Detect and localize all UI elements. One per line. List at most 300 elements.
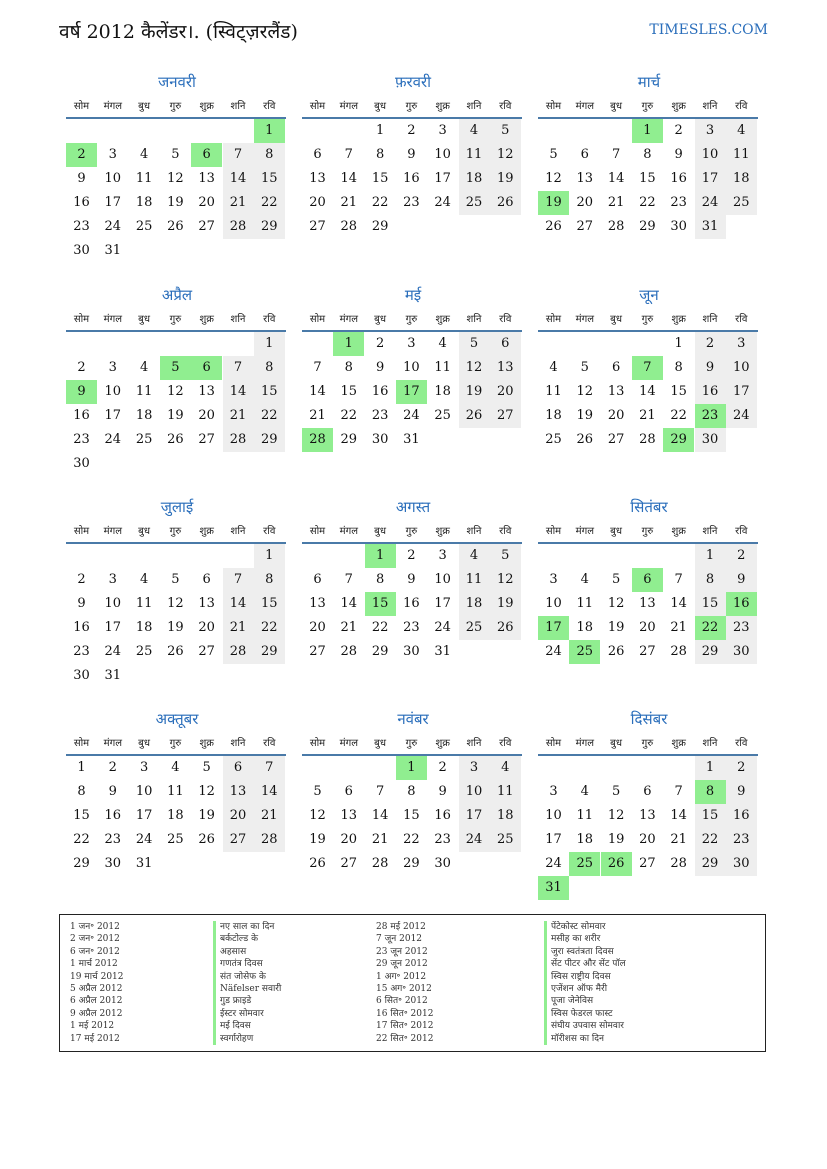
holiday-day-cell: 23 [695,404,726,428]
weekday-label: गुरु [641,314,654,325]
day-cell: 21 [254,804,285,828]
day-cell: 11 [576,808,594,823]
day-cell: 1 [254,332,285,356]
weekday-label: शुक्र [435,526,450,537]
month-title: फ़रवरी [394,73,432,91]
holiday-date: 1 मार्च 2012 [70,959,118,970]
day-cell: 4 [171,760,180,775]
holiday-day-cell: 25 [569,640,600,664]
holiday-name: मसीह का शरीर [544,933,626,945]
holiday-day-cell: 1 [254,119,285,143]
day-cell: 20 [198,195,215,210]
holiday-day-cell: 17 [396,380,427,404]
weekday-label: बुध [138,738,151,749]
day-cell: 6 [643,784,652,799]
day-cell: 27 [340,856,358,871]
day-cell: 3 [108,147,117,162]
holiday-date: 9 अप्रैल 2012 [70,1008,123,1019]
day-cell: 21 [223,404,254,428]
day-cell: 14 [309,384,326,399]
day-cell: 16 [73,620,90,635]
day-cell: 13 [340,808,358,823]
holiday-day-cell: 22 [695,616,726,640]
day-cell: 23 [670,195,687,210]
day-cell: 7 [344,572,353,587]
holiday-name: स्विस राष्ट्रीय दिवस [544,971,626,983]
day-cell: 19 [198,808,215,823]
day-cell: 26 [607,644,625,659]
day-cell: 17 [104,408,122,423]
day-cell: 22 [403,832,420,847]
day-cell: 28 [223,215,254,239]
day-cell: 4 [459,544,490,568]
weekday-label: गुरु [169,738,182,749]
weekday-label: शनि [702,526,718,537]
day-cell: 11 [167,784,184,799]
day-cell: 24 [726,404,757,428]
day-cell: 12 [576,384,594,399]
day-cell: 30 [403,644,420,659]
weekday-label: मंगल [575,738,594,749]
day-cell: 3 [549,784,558,799]
weekday-label: शनि [466,314,482,325]
weekday-label: सोम [309,101,326,112]
holiday-date: 19 मार्च 2012 [70,971,124,982]
holiday-name: संघीय उपवास सोमवार [544,1020,626,1032]
day-cell: 30 [73,456,90,471]
weekday-label: शनि [466,526,482,537]
day-cell: 3 [407,336,416,351]
day-cell: 26 [490,191,521,215]
day-cell: 14 [223,592,254,616]
weekday-label: सोम [73,526,90,537]
day-cell: 23 [403,620,420,635]
holiday-name: स्वर्गारोहण [213,1033,281,1045]
holiday-date: 29 जून 2012 [376,959,428,970]
day-cell: 18 [135,408,153,423]
day-cell: 7 [375,784,385,799]
holiday-date: 15 अग॰ 2012 [376,984,432,995]
day-cell: 19 [309,832,326,847]
holiday-day-cell: 1 [333,332,364,356]
day-cell: 29 [340,432,358,447]
day-cell: 25 [490,828,521,852]
holiday-date: 6 अप्रैल 2012 [70,996,123,1007]
weekday-label: बुध [610,738,623,749]
day-cell: 16 [434,808,451,823]
day-cell: 11 [135,596,153,611]
day-cell: 22 [254,404,285,428]
weekday-label: बुध [610,101,623,112]
weekday-header [538,735,760,753]
day-cell: 27 [223,828,254,852]
day-cell: 17 [434,596,451,611]
day-cell: 15 [371,171,389,186]
holiday-day-cell: 28 [302,428,333,452]
month-title: नवंबर [397,710,429,728]
day-cell: 4 [139,360,149,375]
day-cell: 27 [309,219,326,234]
weekday-label: शुक्र [435,101,450,112]
holiday-day-cell: 16 [726,592,757,616]
day-cell: 8 [407,784,416,799]
day-cell: 12 [167,596,184,611]
day-cell: 26 [545,219,562,234]
holiday-name: सेंट पीटर और सेंट पॉल [544,958,626,970]
day-cell: 31 [104,668,122,683]
day-cell: 8 [254,143,285,167]
day-cell: 21 [340,195,358,210]
day-cell: 23 [434,832,451,847]
day-cell: 21 [309,408,326,423]
day-cell: 7 [611,147,621,162]
day-cell: 5 [490,119,521,143]
day-cell: 24 [434,195,451,210]
holiday-day-cell: 5 [160,356,191,380]
day-cell: 9 [407,572,416,587]
holiday-name: गुड फ्राइडे [213,995,281,1007]
weekday-label: शनि [702,101,718,112]
day-cell: 4 [139,147,149,162]
weekday-label: रवि [263,738,276,749]
day-cell: 18 [459,167,490,191]
day-cell: 17 [726,380,757,404]
day-cell: 22 [73,832,90,847]
day-cell: 14 [607,171,625,186]
day-cell: 12 [167,171,184,186]
day-cell: 2 [108,760,117,775]
day-cell: 1 [695,544,726,568]
day-cell: 16 [695,380,726,404]
day-cell: 25 [135,644,153,659]
day-cell: 31 [434,644,451,659]
weekday-header [538,523,760,541]
day-cell: 7 [223,143,254,167]
day-cell: 6 [611,360,621,375]
weekday-label: मंगल [339,738,358,749]
day-cell: 28 [254,828,285,852]
weekday-label: गुरु [405,526,418,537]
day-cell: 26 [459,404,490,428]
day-cell: 22 [254,616,285,640]
weekday-header [302,311,524,329]
day-cell: 3 [549,572,558,587]
day-cell: 2 [695,332,726,356]
day-cell: 18 [576,832,594,847]
weekday-label: सोम [545,101,562,112]
day-cell: 15 [254,380,285,404]
weekday-label: गुरु [169,314,182,325]
day-cell: 18 [490,804,521,828]
day-cell: 12 [490,143,521,167]
day-cell: 27 [639,856,656,871]
weekday-label: रवि [735,526,748,537]
weekday-label: शुक्र [435,738,450,749]
day-cell: 9 [726,780,757,804]
weekday-label: शुक्र [671,101,686,112]
day-cell: 29 [371,644,389,659]
day-cell: 3 [695,119,726,143]
day-cell: 16 [403,596,420,611]
day-cell: 19 [490,167,521,191]
day-cell: 24 [104,432,122,447]
weekday-label: शुक्र [435,314,450,325]
weekday-label: शुक्र [671,314,686,325]
day-cell: 12 [309,808,326,823]
day-cell: 7 [313,360,322,375]
day-cell: 25 [167,832,184,847]
day-cell: 3 [108,572,117,587]
day-cell: 24 [459,828,490,852]
day-cell: 18 [135,620,153,635]
weekday-header [302,98,524,116]
day-cell: 5 [490,544,521,568]
weekday-label: मंगल [103,314,122,325]
day-cell: 9 [674,147,683,162]
weekday-label: गुरु [641,738,654,749]
day-cell: 15 [73,808,90,823]
weekday-label: बुध [374,101,387,112]
weekday-label: बुध [138,526,151,537]
weekday-label: सोम [545,526,562,537]
day-cell: 15 [340,384,358,399]
day-cell: 29 [695,640,726,664]
holiday-name: पेंटेकोस्ट सोमवार [544,921,626,933]
day-cell: 8 [344,360,353,375]
weekday-header [538,311,760,329]
holiday-name: ईस्टर सोमवार [213,1008,281,1020]
day-cell: 2 [407,548,416,563]
holiday-list [59,914,766,1052]
weekday-label: गुरु [169,526,182,537]
day-cell: 17 [104,620,122,635]
day-cell: 19 [607,620,625,635]
weekday-header [538,98,760,116]
day-cell: 6 [223,756,254,780]
holiday-names-column-1 [213,921,281,1045]
holiday-day-cell: 1 [632,119,663,143]
day-cell: 24 [434,620,451,635]
holiday-date: 2 जन॰ 2012 [70,934,120,945]
day-cell: 2 [726,544,757,568]
day-cell: 26 [167,644,184,659]
holiday-date: 1 मई 2012 [70,1021,115,1032]
day-cell: 16 [104,808,122,823]
day-cell: 30 [73,243,90,258]
day-cell: 11 [459,568,490,592]
day-cell: 3 [726,332,757,356]
day-cell: 8 [695,568,726,592]
weekday-label: बुध [374,314,387,325]
weekday-label: सोम [545,314,562,325]
day-cell: 28 [223,640,254,664]
month-title: मार्च [637,73,661,91]
day-cell: 10 [459,780,490,804]
day-cell: 5 [611,784,621,799]
day-cell: 6 [580,147,589,162]
holiday-name: पूजा जेनेविस [544,995,626,1007]
day-cell: 25 [135,432,153,447]
day-cell: 16 [73,408,90,423]
holiday-names-column-2 [544,921,626,1045]
day-cell: 22 [670,408,687,423]
holiday-date: 23 जून 2012 [376,946,428,957]
day-cell: 18 [135,195,153,210]
day-cell: 3 [438,548,447,563]
day-cell: 18 [167,808,184,823]
day-cell: 14 [639,384,656,399]
day-cell: 28 [223,428,254,452]
day-cell: 11 [135,384,153,399]
day-cell: 18 [545,408,562,423]
weekday-label: रवि [499,526,512,537]
holiday-date: 16 सित॰ 2012 [376,1008,434,1019]
day-cell: 11 [490,780,521,804]
day-cell: 8 [77,784,86,799]
day-cell: 13 [639,808,656,823]
holiday-name: संत जोसेफ के [213,971,281,983]
day-cell: 19 [167,620,184,635]
holiday-name: स्विस फेडरल फास्ट [544,1008,626,1020]
weekday-label: शुक्र [199,738,214,749]
holiday-day-cell: 15 [365,592,396,616]
day-cell: 26 [167,432,184,447]
weekday-label: बुध [374,526,387,537]
weekday-label: गुरु [405,314,418,325]
day-cell: 8 [254,568,285,592]
day-cell: 15 [695,804,726,828]
day-cell: 15 [670,384,687,399]
day-cell: 22 [340,408,358,423]
holiday-name: जुरा स्वतंत्रता दिवस [544,946,626,958]
weekday-label: बुध [138,101,151,112]
weekday-label: सोम [545,738,562,749]
day-cell: 12 [545,171,562,186]
weekday-label: रवि [263,526,276,537]
weekday-label: शनि [702,738,718,749]
day-cell: 20 [490,380,521,404]
day-cell: 29 [403,856,420,871]
day-cell: 28 [340,644,358,659]
day-cell: 30 [726,852,757,876]
weekday-label: रवि [735,738,748,749]
day-cell: 21 [607,195,625,210]
weekday-label: शनि [230,526,246,537]
day-cell: 3 [459,756,490,780]
day-cell: 11 [726,143,757,167]
day-cell: 4 [438,336,447,351]
holiday-day-cell: 17 [538,616,569,640]
day-cell: 9 [108,784,117,799]
day-cell: 1 [254,544,285,568]
day-cell: 29 [254,640,285,664]
day-cell: 5 [171,572,180,587]
day-cell: 29 [254,215,285,239]
day-cell: 27 [198,219,215,234]
holiday-date: 7 जून 2012 [376,934,423,945]
day-cell: 22 [254,191,285,215]
day-cell: 30 [73,668,90,683]
day-cell: 27 [576,219,594,234]
day-cell: 20 [309,195,326,210]
day-cell: 23 [403,195,420,210]
holiday-dates-column-1 [70,921,124,1045]
day-cell: 16 [403,171,420,186]
day-cell: 4 [139,572,149,587]
day-cell: 30 [695,428,726,452]
site-link[interactable]: TIMESLES.COM [649,22,768,38]
day-cell: 3 [108,360,117,375]
weekday-label: गुरु [641,101,654,112]
day-cell: 2 [438,760,447,775]
day-cell: 20 [639,620,656,635]
month-title: सितंबर [630,498,668,516]
day-cell: 17 [104,195,122,210]
day-cell: 31 [403,432,420,447]
day-cell: 17 [135,808,153,823]
day-cell: 24 [104,644,122,659]
day-cell: 13 [490,356,521,380]
weekday-label: मंगल [339,101,358,112]
weekday-label: सोम [309,314,326,325]
holiday-name: मई दिवस [213,1020,281,1032]
day-cell: 2 [674,123,683,138]
day-cell: 30 [726,640,757,664]
day-cell: 18 [434,384,451,399]
day-cell: 15 [254,167,285,191]
day-cell: 16 [73,195,90,210]
day-cell: 19 [576,408,594,423]
day-cell: 20 [198,620,215,635]
day-cell: 18 [576,620,594,635]
weekday-label: सोम [309,526,326,537]
day-cell: 19 [167,195,184,210]
day-cell: 11 [459,143,490,167]
day-cell: 10 [545,808,562,823]
day-cell: 23 [73,644,90,659]
day-cell: 17 [434,171,451,186]
day-cell: 10 [104,171,122,186]
day-cell: 1 [375,123,385,138]
day-cell: 7 [223,568,254,592]
day-cell: 17 [545,832,562,847]
day-cell: 7 [674,784,683,799]
day-cell: 21 [223,616,254,640]
day-cell: 30 [670,219,687,234]
day-cell: 4 [490,756,521,780]
day-cell: 26 [490,616,521,640]
day-cell: 24 [695,191,726,215]
day-cell: 6 [490,332,521,356]
weekday-label: मंगल [575,526,594,537]
day-cell: 5 [549,147,558,162]
day-cell: 13 [223,780,254,804]
holiday-date: 5 अप्रैल 2012 [70,984,123,995]
day-cell: 10 [104,596,122,611]
day-cell: 9 [726,568,757,592]
day-cell: 28 [670,644,687,659]
day-cell: 26 [167,219,184,234]
weekday-label: मंगल [339,314,358,325]
day-cell: 12 [490,568,521,592]
holiday-day-cell: 6 [632,568,663,592]
day-cell: 28 [639,432,656,447]
month-title: अप्रैल [161,286,193,304]
day-cell: 22 [639,195,656,210]
weekday-label: गुरु [169,101,182,112]
day-cell: 15 [403,808,420,823]
day-cell: 12 [459,356,490,380]
